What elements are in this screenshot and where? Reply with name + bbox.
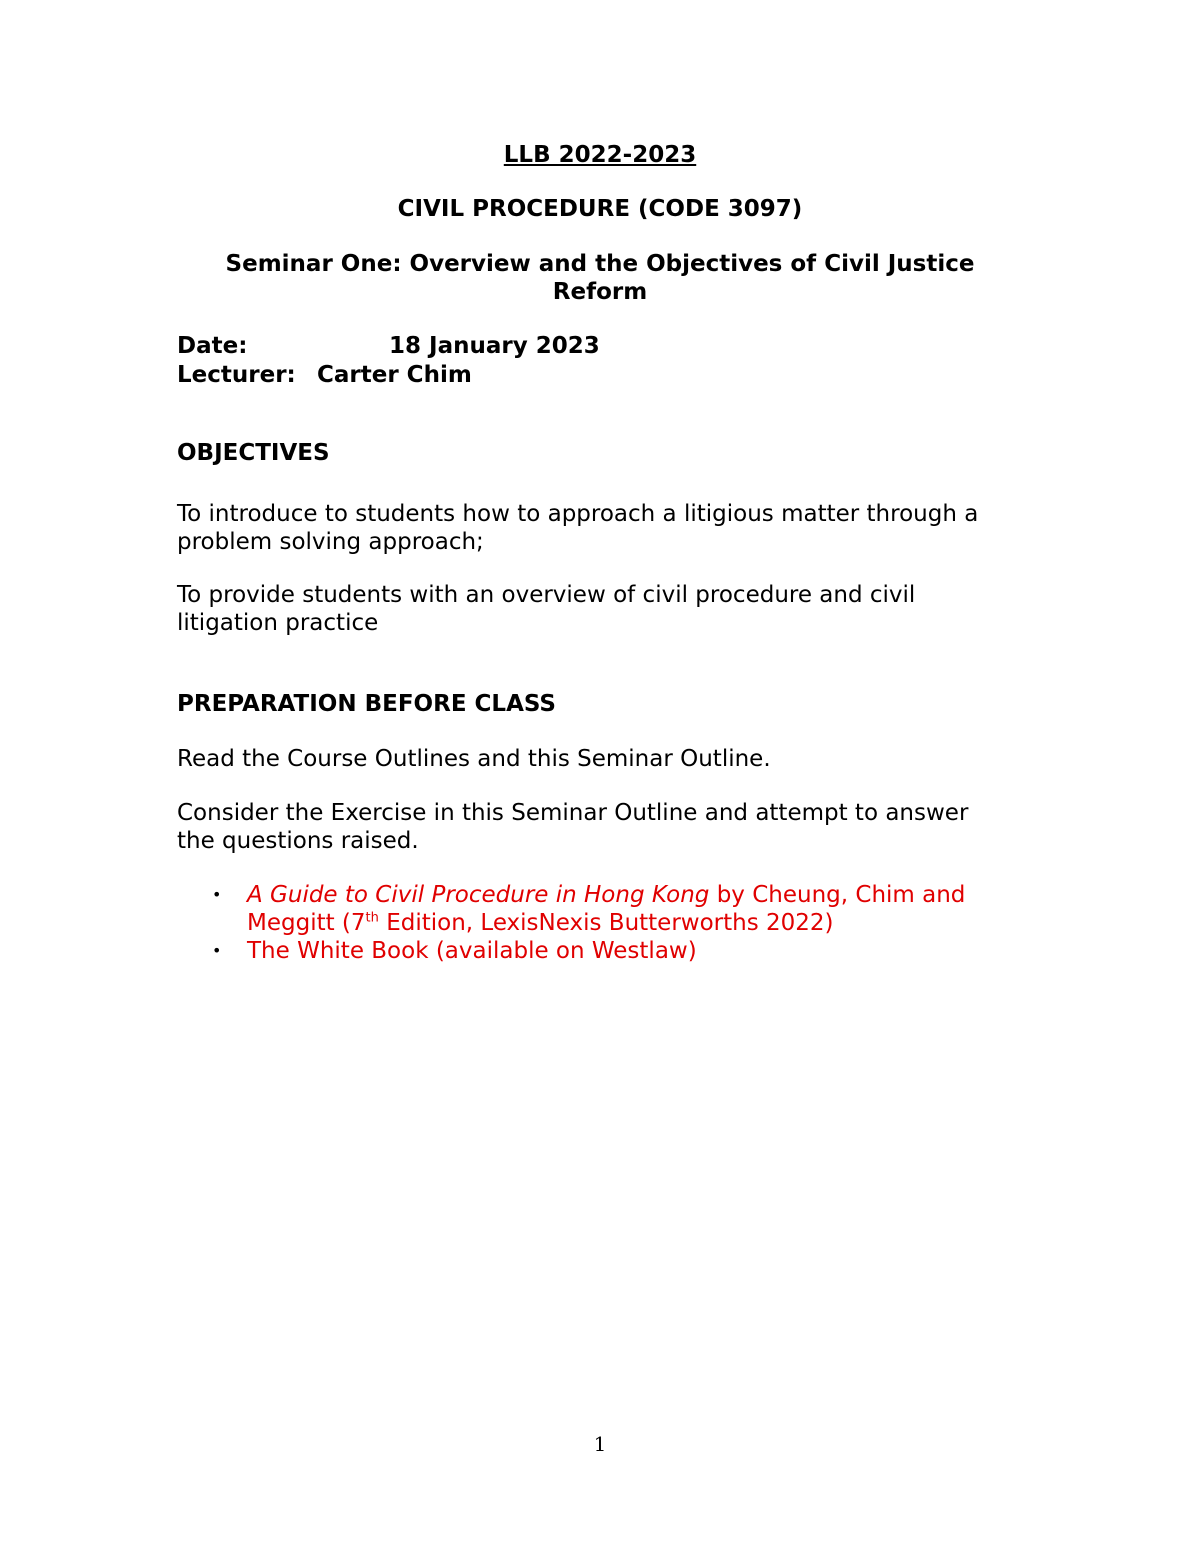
document-title: LLB 2022-2023: [503, 142, 697, 168]
lecturer-label: Lecturer:: [177, 362, 296, 388]
date-value: 18 January 2023: [389, 333, 600, 359]
preparation-para-2-line-1: Consider the Exercise in this Seminar Outline and attempt to answer: [177, 800, 969, 826]
preparation-para-2-line-2: the questions raised.: [177, 828, 419, 854]
lecturer-value: Carter Chim: [317, 362, 472, 388]
preparation-para-2: [177, 799, 1027, 855]
objective-item-1: [177, 500, 1027, 556]
reading-item-1-authors: by Cheung, Chim and: [709, 882, 966, 908]
reading-list-item: [212, 881, 1012, 937]
objective-item-1-line-2: problem solving approach;: [177, 529, 484, 555]
reading-list-item: [212, 937, 1012, 965]
objective-item-2-line-1: To provide students with an overview of civil procedure and civil: [177, 582, 916, 608]
reading-item-1-edition-b: Edition, LexisNexis Butterworths 2022): [378, 910, 834, 936]
course-name: CIVIL PROCEDURE (CODE 3097): [397, 196, 803, 222]
objective-item-2-line-2: litigation practice: [177, 610, 379, 636]
objectives-heading: OBJECTIVES: [177, 440, 330, 466]
preparation-heading: PREPARATION BEFORE CLASS: [177, 691, 556, 717]
reading-item-1-edition-a: Meggitt (7: [247, 910, 366, 936]
reading-item-1-edition-sup: th: [365, 910, 379, 926]
date-label: Date:: [177, 333, 248, 359]
objective-item-1-line-1: To introduce to students how to approach a litigious matter through a: [177, 501, 979, 527]
page-number: 1: [593, 1432, 607, 1456]
reading-list: [212, 881, 1012, 965]
bullet-icon: •: [212, 941, 222, 960]
objective-item-2: [177, 581, 1027, 637]
reading-item-1-line-2: [247, 909, 1012, 937]
reading-item-1-line-1: [247, 881, 1012, 909]
preparation-para-1: Read the Course Outlines and this Seminar Outline.: [177, 746, 771, 772]
seminar-title-line-2: Reform: [552, 279, 648, 305]
seminar-title-line-1: Seminar One: Overview and the Objectives of Civil Justice: [225, 251, 975, 277]
lecturer-row: [177, 361, 1027, 389]
reading-item-1-title: A Guide to Civil Procedure in Hong Kong: [247, 882, 710, 908]
reading-item-2: The White Book (available on Westlaw): [247, 938, 697, 964]
bullet-icon: •: [212, 885, 222, 904]
date-row: [177, 332, 1027, 360]
seminar-title: [160, 250, 1040, 306]
